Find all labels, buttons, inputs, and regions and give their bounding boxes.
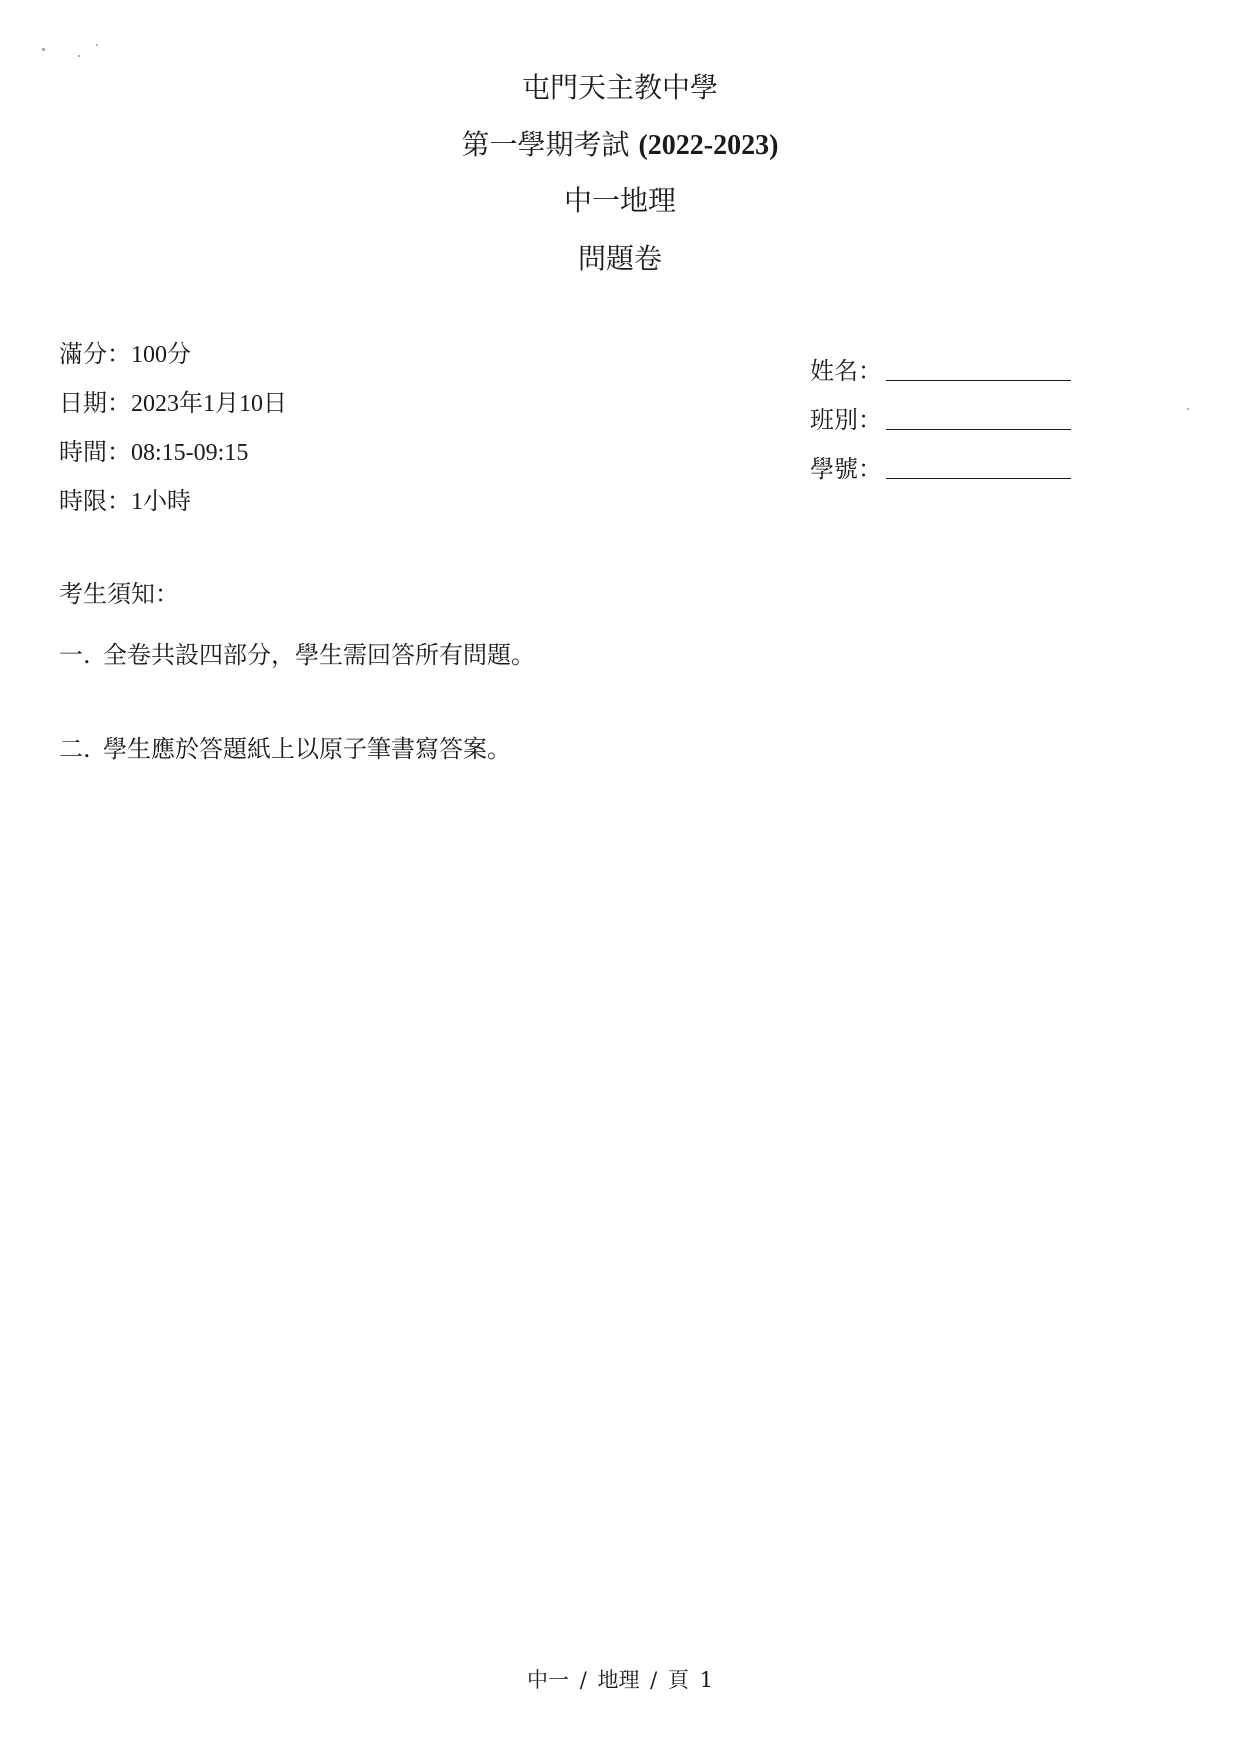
date-value: 2023年1月10日 — [131, 391, 287, 417]
number-label: 學號： — [810, 455, 882, 483]
scan-speck — [96, 44, 98, 46]
number-blank[interactable] — [886, 456, 1071, 479]
time-label: 時間： — [59, 438, 131, 466]
page-footer: 中一 / 地理 / 頁 1 — [527, 1668, 713, 1692]
scan-speck — [78, 55, 80, 57]
school-name: 屯門天主教中學 — [521, 71, 718, 104]
time-row — [59, 436, 287, 485]
full-marks-row — [59, 338, 287, 387]
instruction-number: 一. — [59, 641, 91, 669]
scan-speck — [42, 48, 45, 51]
exam-year: (2022-2023) — [638, 130, 779, 161]
instruction-number: 二. — [59, 735, 91, 763]
exam-title — [0, 127, 1240, 164]
class-label: 班別： — [810, 406, 882, 434]
instruction-text: 學生應於答題紙上以原子筆書寫答案。 — [103, 735, 511, 763]
instruction-item — [59, 639, 535, 671]
date-row — [59, 387, 287, 436]
date-label: 日期： — [59, 389, 131, 417]
class-blank[interactable] — [886, 407, 1071, 430]
scan-speck — [1187, 408, 1189, 410]
full-marks-value: 100分 — [131, 342, 191, 368]
exam-name: 第一學期考試 — [461, 128, 630, 161]
name-field-row — [810, 338, 1071, 387]
duration-value: 1小時 — [131, 489, 191, 515]
instruction-item — [59, 733, 511, 765]
name-label: 姓名： — [810, 357, 882, 385]
instruction-text: 全卷共設四部分，學生需回答所有問題。 — [103, 641, 535, 669]
instructions-heading: 考生須知： — [59, 580, 179, 608]
subject-title: 中一地理 — [563, 184, 676, 217]
full-marks-label: 滿分： — [59, 340, 131, 368]
exam-info — [59, 338, 287, 534]
number-field-row — [810, 436, 1071, 485]
duration-label: 時限： — [59, 487, 131, 515]
duration-row — [59, 485, 287, 534]
student-fields — [810, 338, 1071, 485]
paper-type: 問題卷 — [577, 242, 662, 275]
time-value: 08:15-09:15 — [131, 440, 249, 466]
name-blank[interactable] — [886, 358, 1071, 381]
class-field-row — [810, 387, 1071, 436]
